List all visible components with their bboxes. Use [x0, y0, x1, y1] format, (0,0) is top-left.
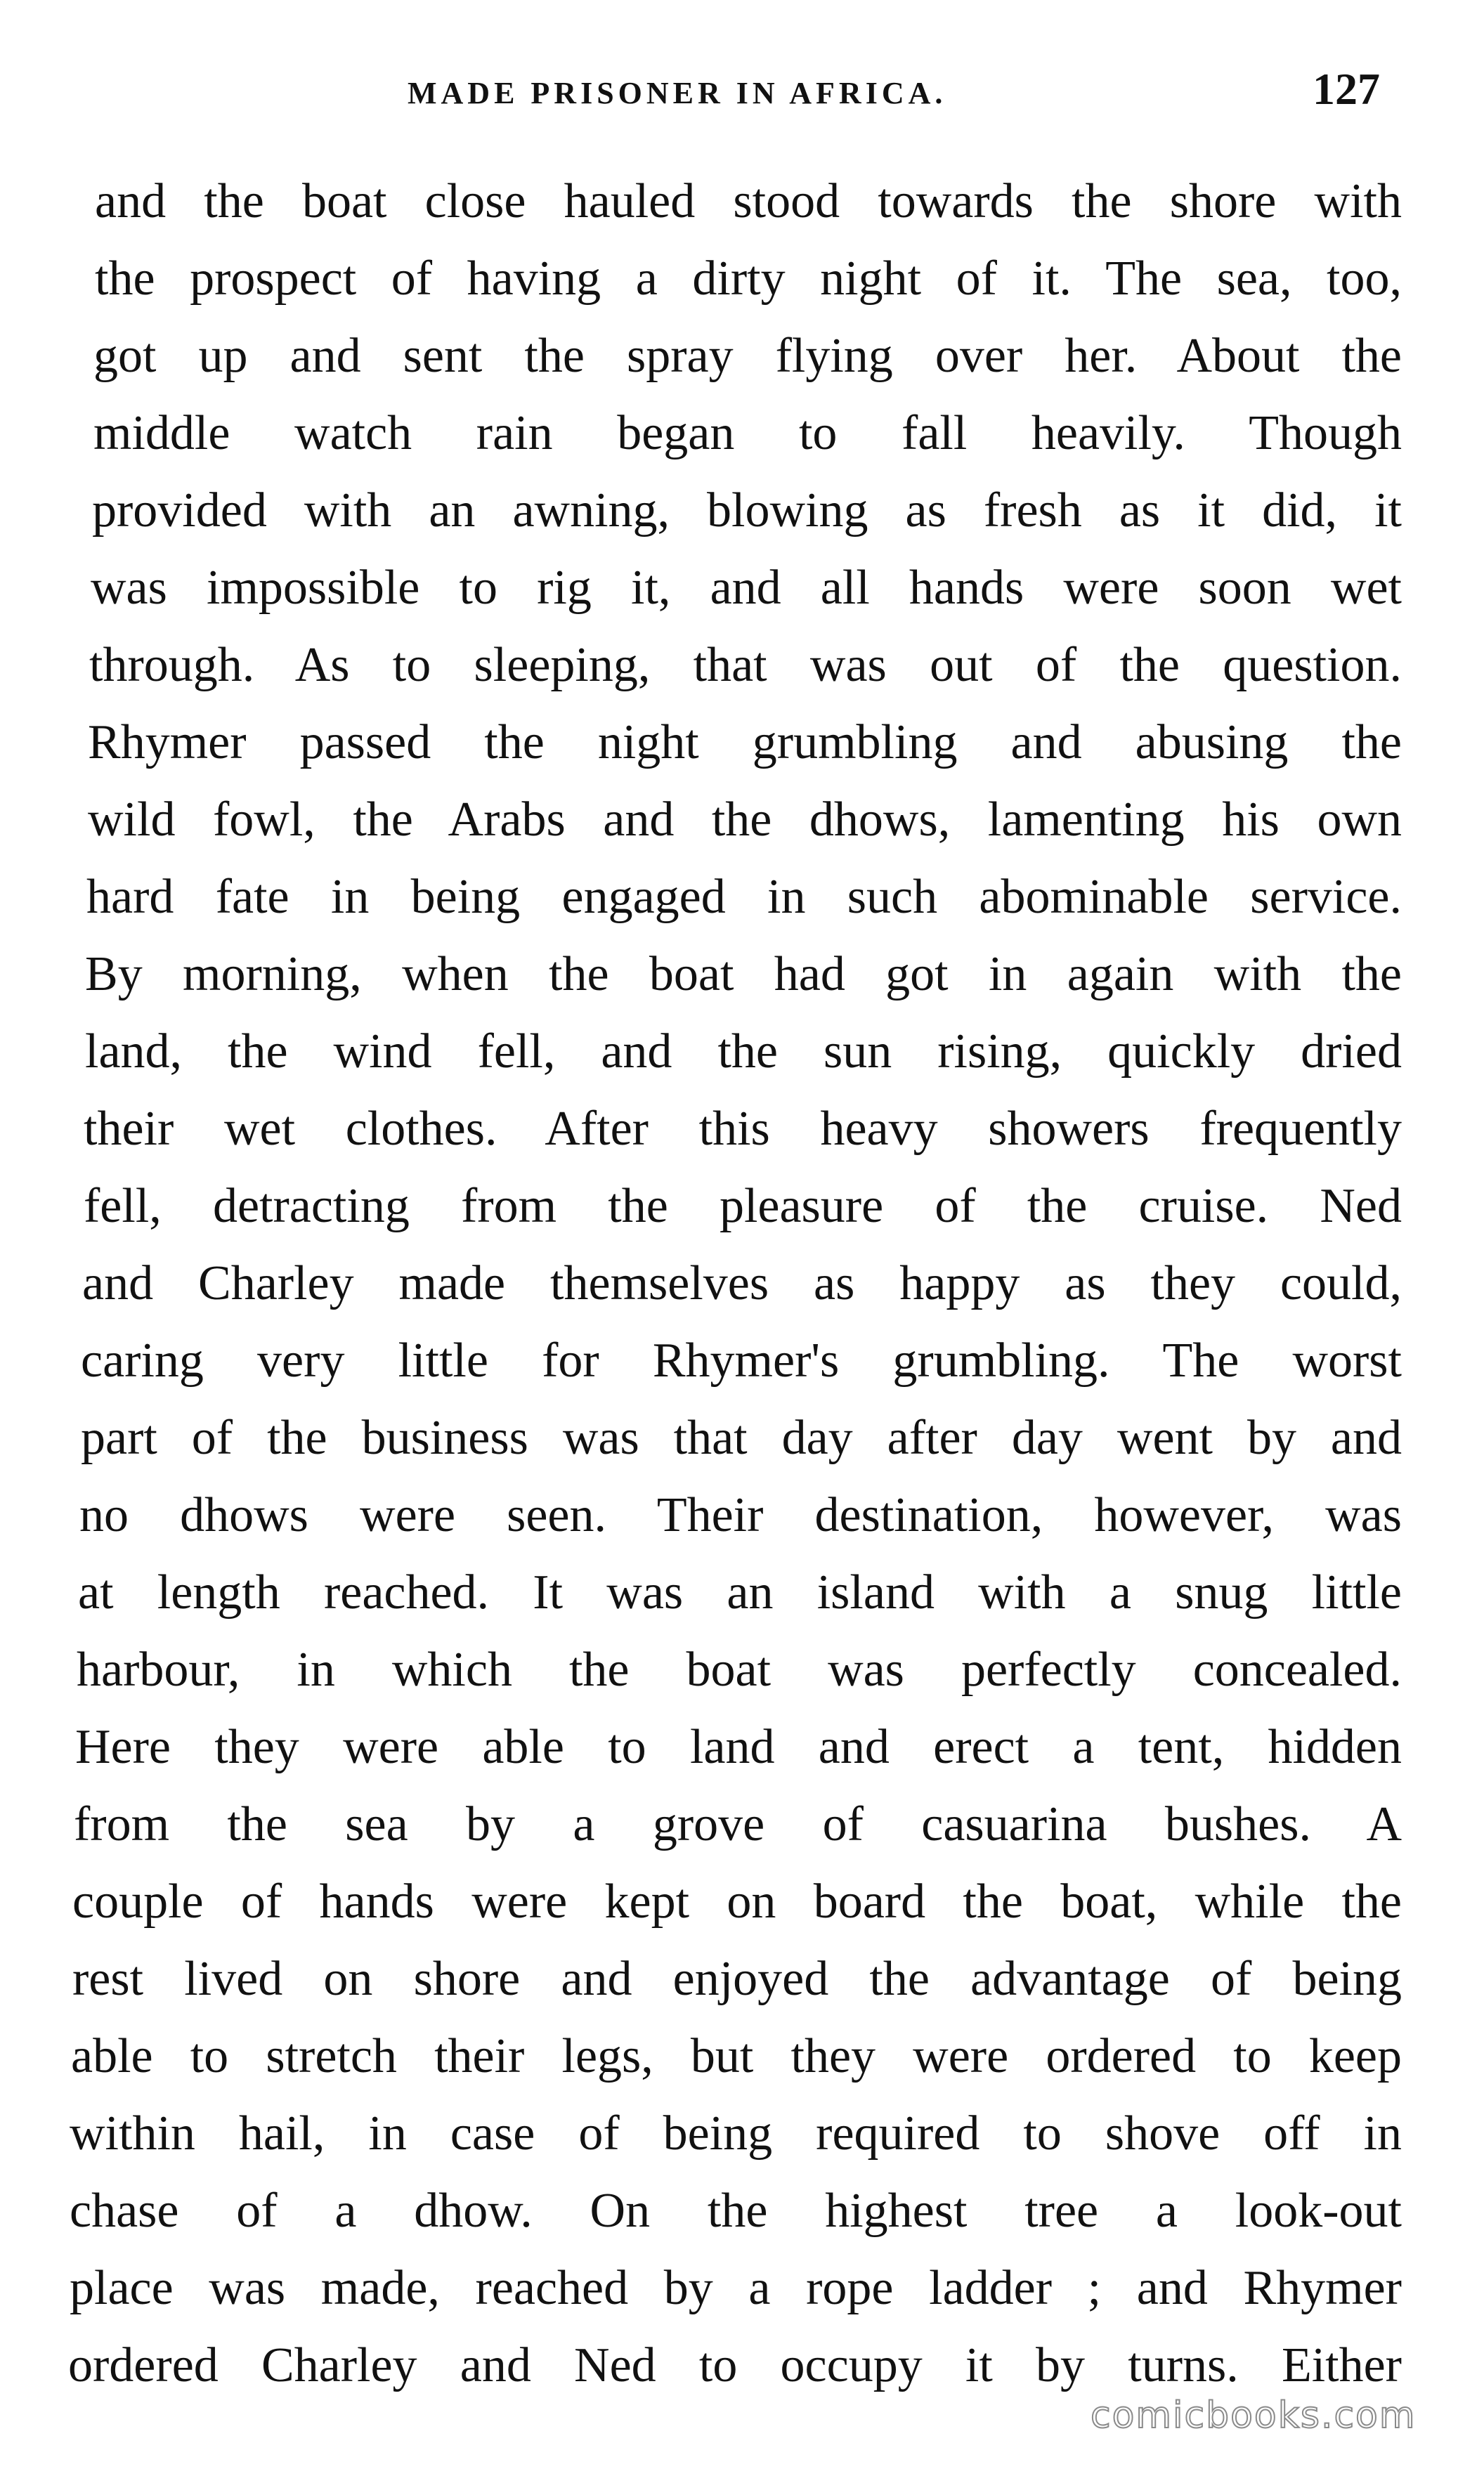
text-line: through. As to sleeping, that was out of the question. — [89, 638, 1402, 692]
text-line: within hail, in case of being required to shove off in — [70, 2106, 1402, 2161]
running-head: MADE PRISONER IN AFRICA. — [408, 76, 947, 110]
text-line: and the boat close hauled stood towards the shore with — [95, 174, 1402, 228]
text-line: fell, detracting from the pleasure of the cruise. Ned — [84, 1179, 1402, 1233]
text-line: at length reached. It was an island with a snug little — [78, 1565, 1402, 1620]
text-line: the prospect of having a dirty night of it. The sea, too, — [95, 252, 1402, 306]
text-line: Rhymer passed the night grumbling and abusing the — [88, 715, 1402, 769]
page-header — [0, 62, 1484, 125]
text-line: chase of a dhow. On the highest tree a look-out — [70, 2184, 1402, 2238]
text-line: harbour, in which the boat was perfectly concealed. — [77, 1643, 1402, 1697]
text-line: and Charley made themselves as happy as they could, — [82, 1256, 1402, 1310]
text-line: from the sea by a grove of casuarina bushes. A — [74, 1797, 1402, 1851]
text-line: was impossible to rig it, and all hands were soon wet — [91, 561, 1402, 615]
text-line: place was made, reached by a rope ladder ; and Rhymer — [70, 2261, 1402, 2315]
text-line: couple of hands were kept on board the boat, while the — [72, 1875, 1402, 1929]
text-line: got up and sent the spray flying over her. About the — [93, 329, 1402, 383]
body-text — [68, 163, 1402, 2404]
text-line: middle watch rain began to fall heavily. Though — [93, 406, 1402, 460]
text-line: able to stretch their legs, but they were ordered to keep — [71, 2029, 1402, 2083]
text-line: part of the business was that day after day went by and — [81, 1411, 1402, 1465]
text-line: hard fate in being engaged in such abominable service. — [86, 870, 1402, 924]
text-line: rest lived on shore and enjoyed the advantage of being — [72, 1952, 1402, 2006]
page-number: 127 — [1313, 64, 1380, 114]
text-line: land, the wind fell, and the sun rising, quickly dried — [85, 1024, 1402, 1079]
text-line: ordered Charley and Ned to occupy it by turns. Either — [68, 2338, 1402, 2392]
watermark: comicbooks.com — [1091, 2395, 1417, 2437]
text-line: no dhows were seen. Their destination, however, was — [79, 1488, 1402, 1542]
text-line: their wet clothes. After this heavy showers frequently — [84, 1102, 1402, 1156]
text-line: wild fowl, the Arabs and the dhows, lamenting his own — [88, 793, 1402, 847]
text-line: provided with an awning, blowing as fresh as it did, it — [92, 483, 1402, 538]
text-line: caring very little for Rhymer's grumbling. The worst — [81, 1334, 1402, 1388]
text-line: By morning, when the boat had got in again with the — [85, 947, 1402, 1001]
text-line: Here they were able to land and erect a tent, hidden — [75, 1720, 1402, 1774]
